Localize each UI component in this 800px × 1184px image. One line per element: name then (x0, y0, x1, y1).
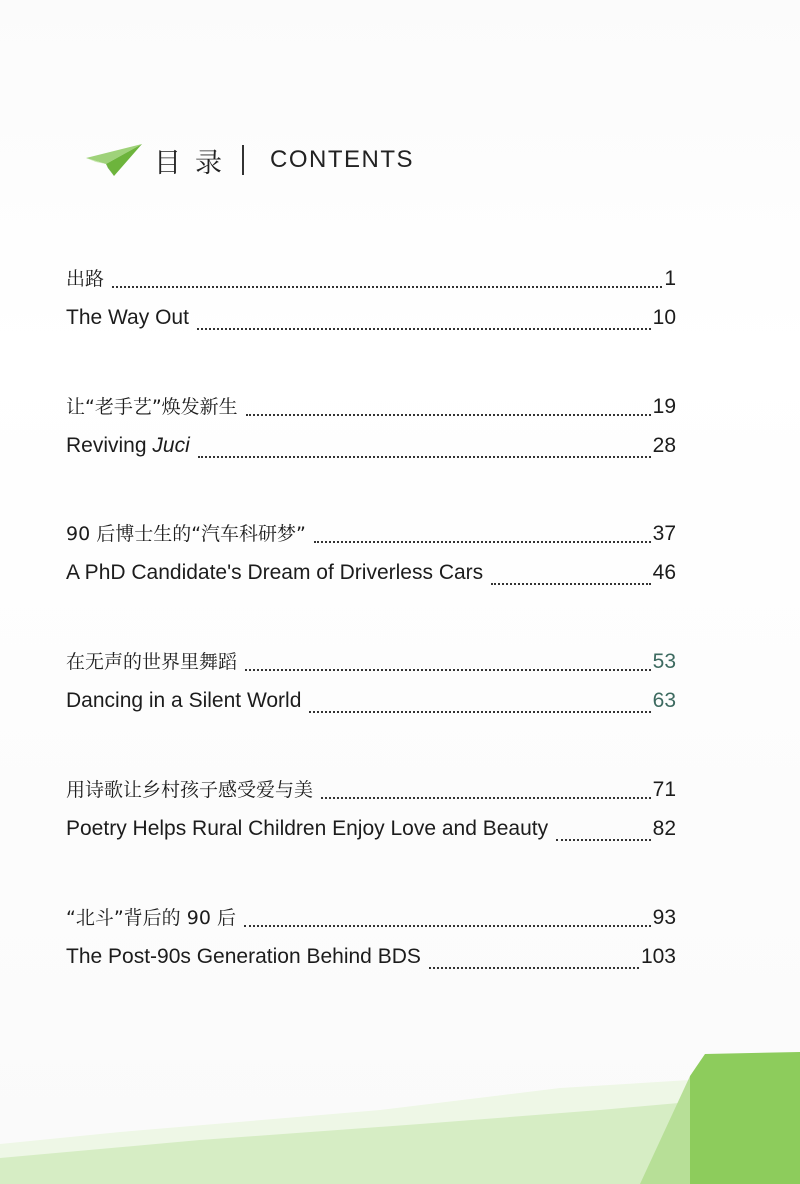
toc-entry[interactable] (66, 945, 676, 979)
dot-leader (429, 967, 639, 969)
toc-entry-page: 37 (652, 522, 676, 545)
dot-leader (491, 583, 650, 585)
dot-leader (245, 669, 651, 671)
toc-entry-page: 53 (652, 650, 676, 673)
title-chinese: 目录 (154, 147, 236, 179)
toc-entry-title: 用诗歌让乡村孩子感受爱与美 (66, 779, 314, 801)
toc-entry[interactable] (66, 561, 676, 595)
dot-leader (314, 541, 651, 543)
toc-entry-title: Dancing in a Silent World (66, 689, 302, 712)
toc-entry-title: “北斗”背后的 90 后 (66, 907, 236, 929)
toc-entry-page: 63 (652, 689, 676, 712)
toc-entry-title (66, 434, 190, 458)
dot-leader (197, 328, 651, 330)
dot-leader (556, 839, 651, 841)
toc-entry-page: 46 (652, 561, 676, 584)
toc-entry-page: 82 (652, 817, 676, 840)
dot-leader (112, 286, 662, 288)
toc-entry-page: 10 (652, 306, 676, 329)
dot-leader (244, 925, 651, 927)
toc-entry-title-roman: Reviving (66, 434, 147, 457)
dot-leader (198, 456, 651, 458)
toc-entry-page: 19 (652, 395, 676, 418)
dot-leader (246, 414, 651, 416)
toc-entry-page: 93 (652, 906, 676, 929)
title-english: CONTENTS (270, 146, 414, 173)
toc-entry-page: 28 (652, 434, 676, 457)
toc-entry-title: Poetry Helps Rural Children Enjoy Love and Beauty (66, 817, 549, 840)
toc-entry[interactable] (66, 647, 676, 681)
toc-entry-title: A PhD Candidate's Dream of Driverless Cars (66, 561, 484, 584)
toc-entry-title: 让“老手艺”焕发新生 (66, 396, 238, 418)
toc-entry-title: 出路 (66, 268, 105, 290)
toc-entry[interactable] (66, 264, 676, 298)
contents-header (84, 138, 414, 182)
toc-entry-title: 在无声的世界里舞蹈 (66, 651, 238, 673)
toc-entry[interactable] (66, 817, 676, 851)
toc-entry-title-italic: Juci (152, 434, 190, 457)
toc-entry[interactable] (66, 306, 676, 340)
toc-entry-page: 1 (664, 267, 676, 290)
toc-entry-title: The Way Out (66, 306, 189, 329)
toc-entry[interactable] (66, 775, 676, 809)
toc-entry[interactable] (66, 519, 676, 553)
toc-entry-page: 103 (640, 945, 676, 968)
toc-entry-title: 90 后博士生的“汽车科研梦” (66, 523, 306, 545)
toc-entry[interactable] (66, 434, 676, 468)
toc-entry[interactable] (66, 689, 676, 723)
dot-leader (309, 711, 650, 713)
toc-entry-title: The Post-90s Generation Behind BDS (66, 945, 421, 968)
toc-entry[interactable] (66, 903, 676, 937)
toc-entry[interactable] (66, 392, 676, 426)
dot-leader (321, 797, 651, 799)
paper-plane-icon (84, 140, 144, 180)
decorative-green-band (0, 1040, 800, 1184)
toc-entry-page: 71 (652, 778, 676, 801)
title-divider (242, 145, 244, 175)
